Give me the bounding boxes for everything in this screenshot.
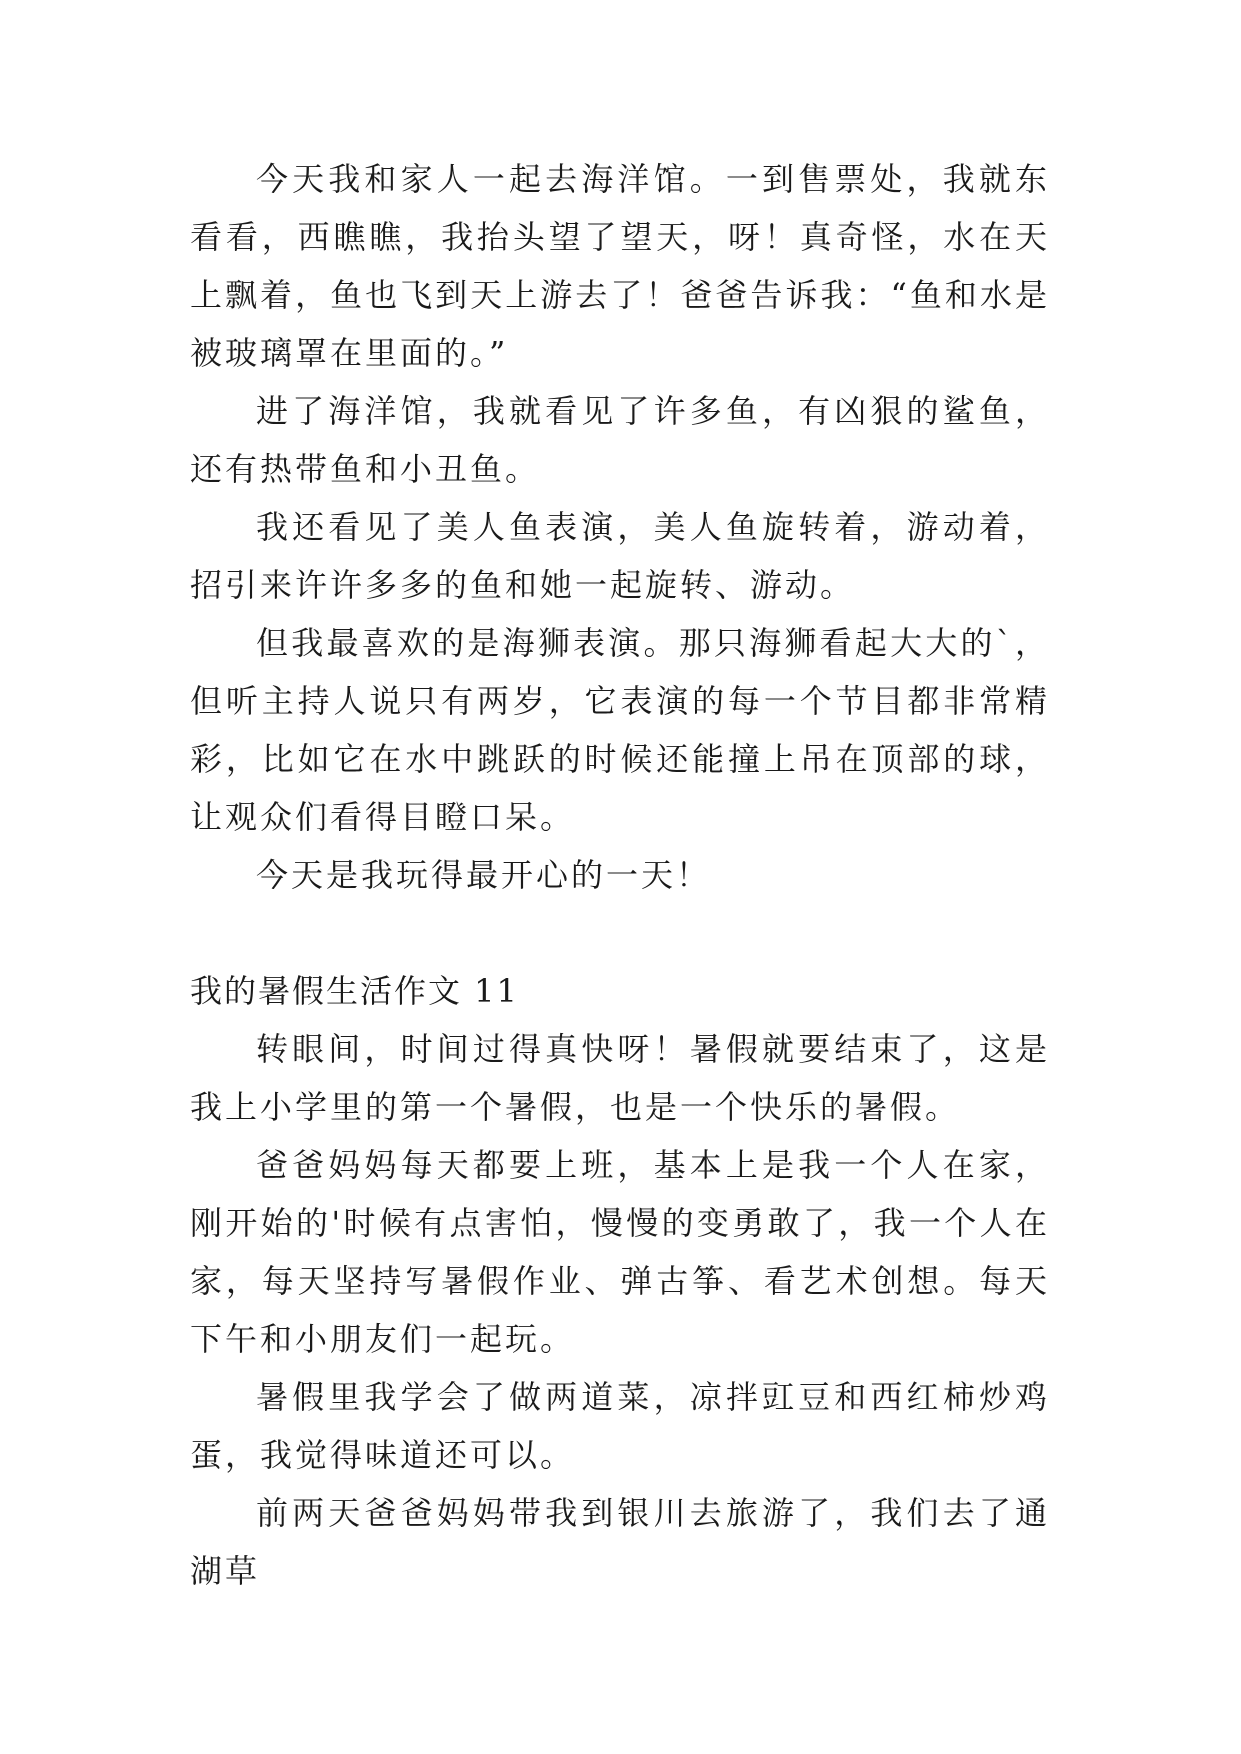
paragraph: 爸爸妈妈每天都要上班，基本上是我一个人在家，刚开始的'时候有点害怕，慢慢的变勇敢了，我一个人在家，每天坚持写暑假作业、弹古筝、看艺术创想。每天下午和小朋友们一起玩。	[190, 1146, 1050, 1358]
paragraph: 转眼间，时间过得真快呀！暑假就要结束了，这是我上小学里的第一个暑假，也是一个快乐的暑假。	[190, 1030, 1050, 1126]
paragraph: 我还看见了美人鱼表演，美人鱼旋转着，游动着，招引来许许多多的鱼和她一起旋转、游动。	[190, 508, 1050, 604]
paragraph: 进了海洋馆，我就看见了许多鱼，有凶狠的鲨鱼，还有热带鱼和小丑鱼。	[190, 392, 1050, 488]
document-body	[190, 150, 1050, 1600]
paragraph: 前两天爸爸妈妈带我到银川去旅游了，我们去了通湖草	[190, 1494, 1050, 1590]
paragraph: 今天是我玩得最开心的一天！	[256, 856, 712, 894]
paragraph: 今天我和家人一起去海洋馆。一到售票处，我就东看看，西瞧瞧，我抬头望了望天，呀！真奇怪，水在天上飘着，鱼也飞到天上游去了！爸爸告诉我：“鱼和水是被玻璃罩在里面的。”	[190, 160, 1050, 372]
section-spacer	[190, 904, 1050, 962]
section-title: 我的暑假生活作文 11	[190, 972, 519, 1010]
paragraph: 暑假里我学会了做两道菜，凉拌豇豆和西红柿炒鸡蛋，我觉得味道还可以。	[190, 1378, 1050, 1474]
paragraph: 但我最喜欢的是海狮表演。那只海狮看起大大的`，但听主持人说只有两岁，它表演的每一个节目都非常精彩，比如它在水中跳跃的时候还能撞上吊在顶部的球，让观众们看得目瞪口呆。	[190, 624, 1050, 836]
